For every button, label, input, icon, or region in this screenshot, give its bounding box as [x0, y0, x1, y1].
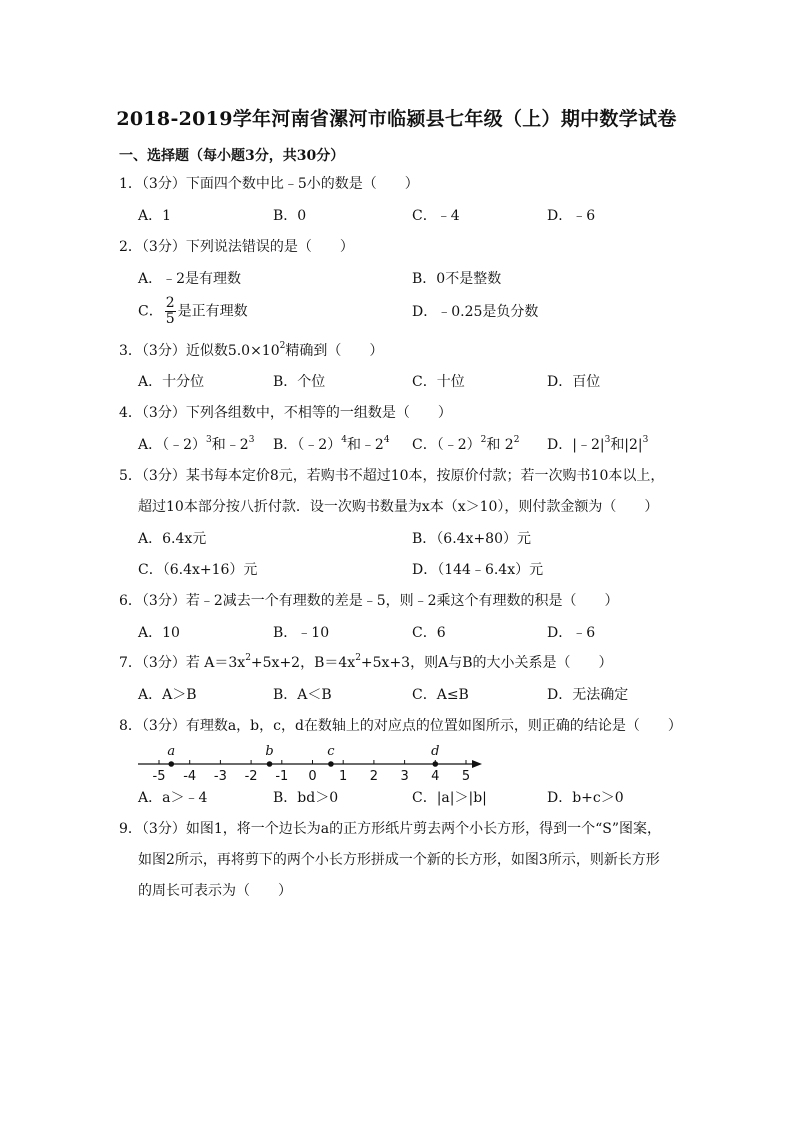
question-7-stem	[119, 654, 613, 672]
number-line-tick-label: -1	[275, 769, 289, 784]
number-line-point-b	[267, 761, 273, 767]
number-line-tick-label: -4	[183, 769, 197, 784]
question-3-option-d: D．百位	[547, 374, 601, 390]
question-3-option-a: A．十分位	[138, 374, 205, 390]
number-line-point-a	[168, 761, 174, 767]
expr-part: 和﹣2	[211, 437, 249, 453]
question-5-stem-line-1: 5．（3分）某书每本定价8元，若购书不超过10本，按原价付款；若一次购书10本以上，	[119, 468, 665, 484]
question-2-option-d: D．﹣0.25是负分数	[412, 304, 539, 320]
question-1-option-c: C．﹣4	[412, 208, 460, 224]
number-line-tick-label: 1	[339, 769, 348, 784]
page-title: 2018-2019学年河南省漯河市临颍县七年级（上）期中数学试卷	[116, 108, 677, 130]
question-5-stem-line-2: 超过10本部分按八折付款．设一次购书数量为x本（x＞10），则付款金额为（ ）	[138, 499, 659, 515]
question-9-stem-line-1: 9．（3分）如图1，将一个边长为a的正方形纸片剪去两个小长方形，得到一个“S”图案，	[119, 821, 661, 837]
exponent: 2	[513, 435, 520, 446]
fraction-denominator: 5	[165, 311, 175, 327]
question-5-option-d: D．（144﹣6.4x）元	[412, 562, 544, 578]
number-line-tick-label: -3	[213, 769, 227, 784]
expr-part: A．（﹣2）	[138, 437, 207, 453]
number-line-point-c	[328, 761, 334, 767]
number-line-arrow	[472, 760, 482, 768]
question-4-option-b	[273, 436, 390, 454]
question-3-option-b: B．个位	[273, 374, 326, 390]
expr-part: 和|2|	[610, 437, 643, 453]
expr-part: D．|﹣2|	[547, 437, 605, 453]
number-line-point-label-b: b	[265, 744, 274, 759]
number-line-point-label-c: c	[327, 744, 335, 759]
number-line-point-label-d: d	[431, 744, 440, 759]
fraction	[165, 296, 176, 327]
exponent: 4	[341, 435, 347, 446]
expr-part: B．（﹣2）	[273, 437, 342, 453]
number-line-tick-label: 2	[369, 769, 379, 784]
question-4-stem: 4．（3分）下列各组数中，不相等的一组数是（ ）	[119, 405, 452, 421]
section-heading: 一、选择题（每小题3分，共30分）	[119, 148, 345, 164]
stem-part: 3．（3分）近似数5.0×10	[119, 343, 280, 359]
question-9-stem-line-2: 如图2所示，再将剪下的两个小长方形拼成一个新的长方形，如图3所示，则新长方形	[138, 852, 660, 868]
question-5-option-c: C．（6.4x+16）元	[138, 562, 258, 578]
question-6-option-d: D．﹣6	[547, 625, 596, 641]
number-line-figure	[136, 738, 486, 784]
fraction-numerator: 2	[165, 295, 175, 311]
question-4-option-d	[547, 436, 648, 454]
exponent: 2	[245, 653, 251, 664]
exponent: 2	[480, 435, 487, 446]
question-2-option-a: A．﹣2是有理数	[138, 271, 242, 287]
exponent: 2	[355, 653, 361, 664]
question-8-option-a: A．a＞﹣4	[138, 790, 208, 806]
number-line-tick-label: 5	[461, 769, 471, 784]
exponent: 2	[279, 341, 286, 352]
option-c-suffix: 是正有理数	[177, 303, 248, 320]
number-line-point-label-a: a	[167, 744, 176, 759]
exponent: 3	[642, 435, 649, 446]
expr-part: 和﹣2	[346, 437, 384, 453]
option-c-prefix: C．	[138, 303, 163, 320]
expr-part: C．（﹣2）	[412, 437, 481, 453]
expr-part: 和 2	[486, 437, 514, 453]
question-8-stem: 8．（3分）有理数a，b，c，d在数轴上的对应点的位置如图所示，则正确的结论是（ ）	[119, 718, 682, 734]
question-9-stem-line-3: 的周长可表示为（ ）	[138, 883, 292, 899]
number-line-tick-label: 0	[308, 769, 317, 784]
question-7-option-d: D．无法确定	[547, 687, 629, 703]
question-2-stem: 2．（3分）下列说法错误的是（ ）	[119, 239, 354, 255]
question-7-option-c: C．A≤B	[412, 687, 469, 703]
question-7-option-b: B．A＜B	[273, 687, 332, 703]
exponent: 3	[604, 435, 611, 446]
question-6-option-c: C．6	[412, 625, 446, 641]
stem-part: 7．（3分）若 A＝3x	[119, 655, 246, 671]
question-4-option-a	[138, 436, 254, 454]
number-line-tick-label: 4	[431, 769, 440, 784]
exponent: 3	[206, 435, 212, 446]
number-line-points	[167, 744, 439, 767]
stem-part: +5x+3，则A与B的大小关系是（ ）	[360, 655, 613, 671]
question-1-option-b: B．0	[273, 208, 307, 224]
question-8-option-c: C．|a|＞|b|	[412, 790, 487, 806]
question-6-option-a: A．10	[138, 625, 180, 641]
question-8-option-b: B．bd＞0	[273, 790, 339, 806]
question-6-stem: 6．（3分）若﹣2减去一个有理数的差是﹣5，则﹣2乘这个有理数的积是（ ）	[119, 593, 619, 609]
number-line-tick-label: 3	[400, 769, 409, 784]
number-line-tick-label: -2	[244, 769, 258, 784]
exponent: 3	[248, 435, 255, 446]
number-line-point-d	[433, 761, 439, 767]
question-1-option-d: D．﹣6	[547, 208, 596, 224]
question-1-stem: 1．（3分）下面四个数中比﹣5小的数是（ ）	[119, 176, 419, 192]
question-5-option-a: A．6.4x元	[138, 531, 207, 547]
question-6-option-b: B．﹣10	[273, 625, 330, 641]
question-3-option-c: C．十位	[412, 374, 465, 390]
question-4-option-c	[412, 436, 519, 454]
stem-part: 精确到（ ）	[285, 343, 384, 359]
question-8-option-d: D．b+c＞0	[547, 790, 624, 806]
question-2-option-c	[138, 296, 248, 327]
question-3-stem	[119, 342, 383, 360]
number-line-tick-label: -5	[152, 769, 166, 784]
question-2-option-b: B．0不是整数	[412, 271, 502, 287]
question-1-option-a: A．1	[138, 208, 172, 224]
question-7-option-a: A．A＞B	[138, 687, 197, 703]
question-5-option-b: B．（6.4x+80）元	[412, 531, 531, 547]
stem-part: +5x+2，B＝4x	[250, 655, 356, 671]
exponent: 4	[383, 435, 390, 446]
